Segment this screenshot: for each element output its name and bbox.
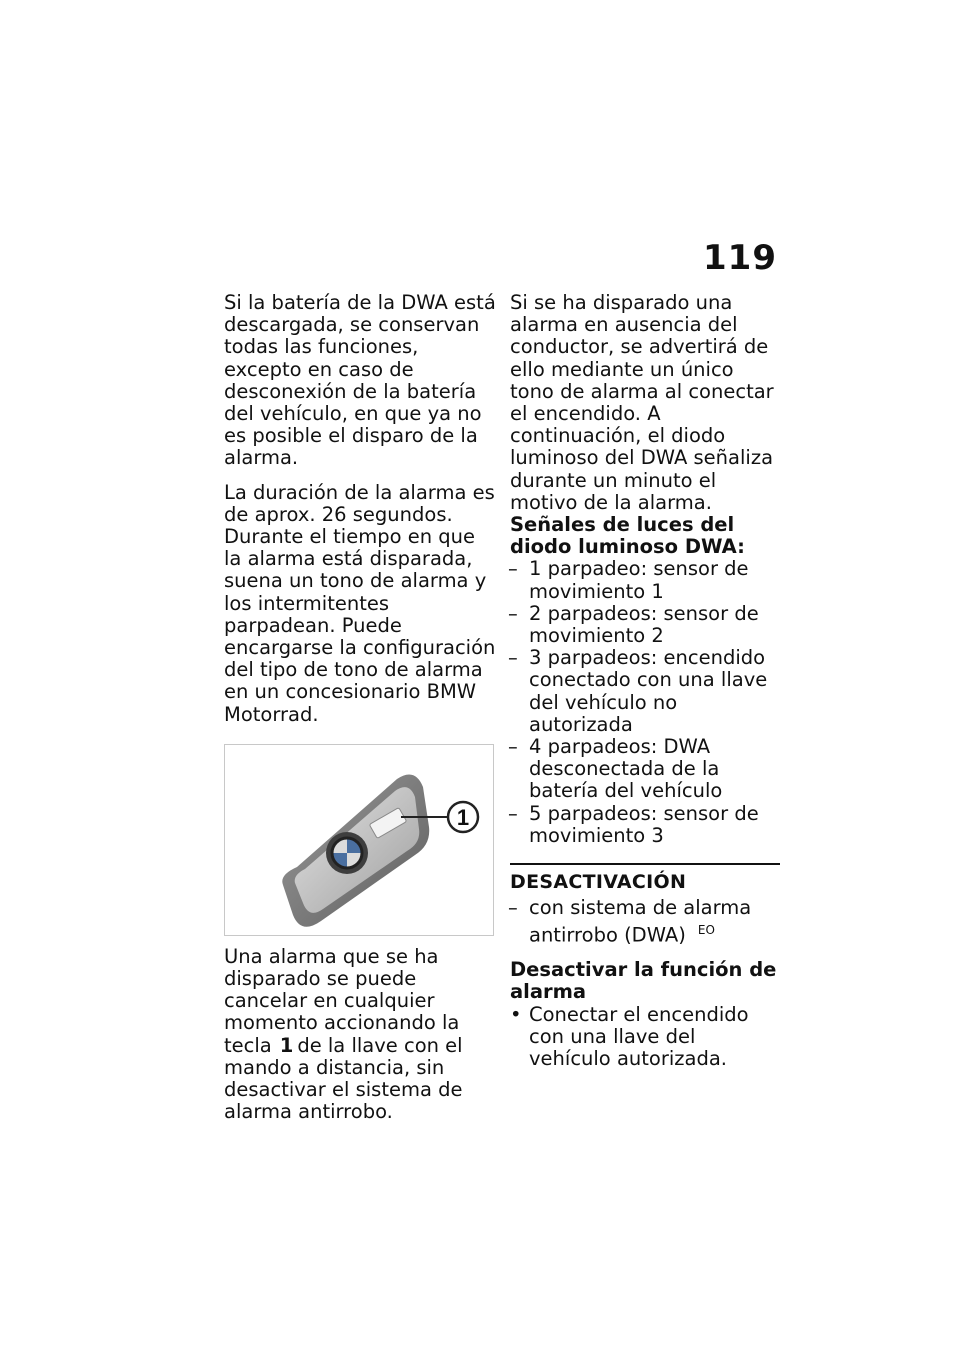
right-column — [510, 292, 780, 1070]
dash-marker: – — [508, 601, 518, 625]
caption-key-number: 1 — [279, 1033, 294, 1057]
steps-list — [510, 1004, 780, 1071]
caption-text: Una alarma que se ha disparado se puede cancelar en cualquier momento accionando la tecla — [224, 944, 460, 1057]
signals-heading: Señales de luces del diodo luminoso DWA: — [510, 513, 745, 559]
requirements-list — [510, 897, 780, 947]
page-number: 119 — [703, 238, 777, 278]
bullet-marker: • — [510, 1002, 522, 1026]
signals-list — [510, 558, 780, 847]
caption-text: de la llave con el mando a distancia, sin desactivar el sistema de alarma antirrobo. — [224, 1033, 463, 1124]
section-divider — [510, 863, 780, 865]
paragraph: Si se ha disparado una alarma en ausencia del conductor, se advertirá de ello mediante un único tono de alarma al conectar el encendido. A continuación, el diodo luminoso del DWA señaliza durante un minuto el motivo de la alarma. — [510, 291, 774, 514]
list-item: – 2 parpadeos: sensor de movimiento 2 — [508, 601, 759, 648]
list-item: – 4 parpadeos: DWA desconectada de la batería del vehículo — [508, 735, 723, 803]
left-column — [224, 292, 496, 1135]
key-fob-figure — [224, 744, 494, 936]
paragraph: Si la batería de la DWA está descargada, se conservan todas las funciones, excepto en caso de desconexión de la batería del vehículo, en que ya no es posible el disparo de la alarma. — [224, 291, 496, 470]
list-item: – con sistema de alarma antirrobo (DWA) $^{EO}$ — [508, 896, 752, 947]
list-item: – 5 parpadeos: sensor de movimiento 3 — [508, 801, 759, 847]
section-title: DESACTIVACIÓN — [510, 871, 687, 894]
paragraph: La duración de la alarma es de aprox. 26 segundos. Durante el tiempo en que la alarma está disparada, suena un tono de alarma y los intermitentes parpadean. Puede encargarse la configuración del tipo de tono de alarma en un concesionario BMW Motorrad. — [224, 480, 496, 726]
superscript-code: EO — [697, 923, 715, 938]
dash-marker: – — [508, 557, 518, 581]
callout-label: 1 — [456, 804, 470, 830]
dash-marker: – — [508, 801, 518, 825]
dash-marker: – — [508, 735, 518, 759]
list-item: • Conectar el encendido con una llave del vehículo autorizada. — [510, 1002, 749, 1070]
figure-caption — [224, 946, 496, 1124]
dash-marker: – — [508, 646, 518, 670]
sub-heading: Desactivar la función de alarma — [510, 958, 777, 1004]
list-item: – 1 parpadeo: sensor de movimiento 1 — [508, 557, 749, 603]
key-fob-illustration — [225, 745, 493, 935]
dash-marker: – — [508, 896, 518, 920]
list-item: – 3 parpadeos: encendido conectado con una llave del vehículo no autorizada — [508, 646, 768, 736]
